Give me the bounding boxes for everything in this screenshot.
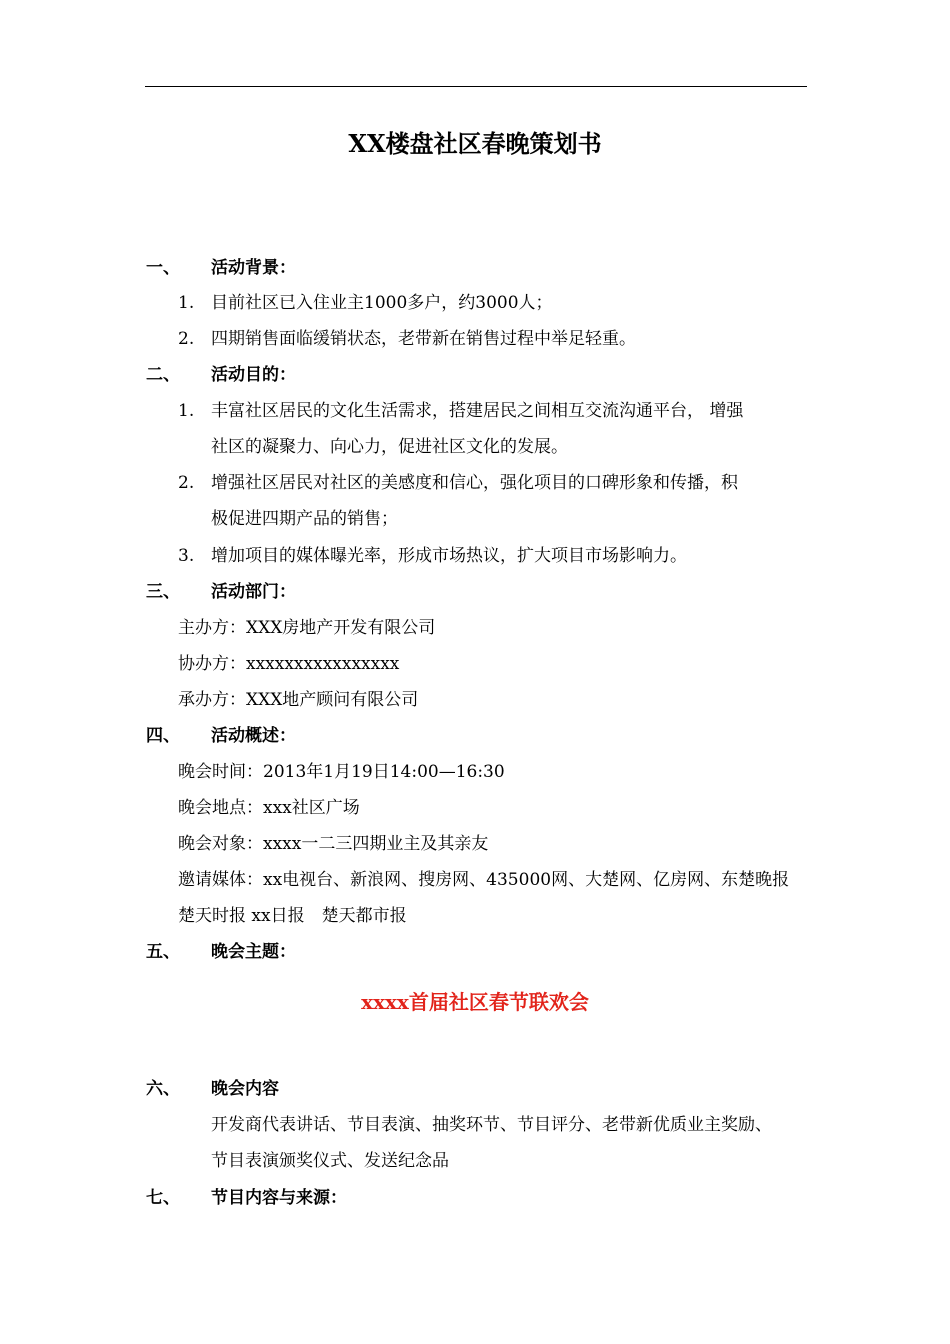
section-5-number: 五、 bbox=[146, 942, 180, 962]
purpose-item-2-line-1: 增强社区居民对社区的美感度和信心，强化项目的口碑形象和传播，积 bbox=[211, 473, 738, 493]
department-host: 主办方：XXX房地产开发有限公司 bbox=[178, 618, 436, 638]
section-4-title: 活动概述： bbox=[211, 726, 296, 746]
section-3-title: 活动部门： bbox=[211, 582, 296, 602]
content-line-1: 开发商代表讲话、节目表演、抽奖环节、节目评分、老带新优质业主奖励、 bbox=[211, 1115, 772, 1135]
purpose-item-3-number: 3. bbox=[178, 546, 195, 566]
overview-location: 晚会地点：xxx社区广场 bbox=[178, 798, 360, 818]
background-item-2-number: 2. bbox=[178, 329, 195, 349]
background-item-1-number: 1. bbox=[178, 293, 195, 313]
department-co-host: 协办方：xxxxxxxxxxxxxxxx bbox=[178, 654, 400, 674]
section-5-title: 晚会主题： bbox=[211, 942, 296, 962]
overview-media: 邀请媒体：xx电视台、新浪网、搜房网、435000网、大楚网、亿房网、东楚晚报 bbox=[178, 870, 790, 890]
section-3-number: 三、 bbox=[146, 582, 180, 602]
section-2-number: 二、 bbox=[146, 365, 180, 385]
purpose-item-1-number: 1. bbox=[178, 401, 195, 421]
document-title: XX楼盘社区春晚策划书 bbox=[348, 129, 602, 158]
purpose-item-1-line-2: 社区的凝聚力、向心力，促进社区文化的发展。 bbox=[211, 437, 568, 457]
section-6-number: 六、 bbox=[146, 1079, 180, 1099]
background-item-1-text: 目前社区已入住业主1000多户，约3000人； bbox=[211, 293, 553, 313]
section-1-title: 活动背景： bbox=[211, 258, 296, 278]
section-7-number: 七、 bbox=[146, 1188, 180, 1208]
section-6-title: 晚会内容 bbox=[211, 1079, 279, 1099]
purpose-item-1-line-1: 丰富社区居民的文化生活需求，搭建居民之间相互交流沟通平台， 增强 bbox=[211, 401, 744, 421]
overview-time: 晚会时间：2013年1月19日14:00—16:30 bbox=[178, 762, 505, 782]
section-2-title: 活动目的： bbox=[211, 365, 296, 385]
purpose-item-3-line-1: 增加项目的媒体曝光率，形成市场热议，扩大项目市场影响力。 bbox=[211, 546, 687, 566]
header-rule bbox=[145, 86, 807, 87]
overview-audience: 晚会对象：xxxx一二三四期业主及其亲友 bbox=[178, 834, 489, 854]
section-7-title: 节目内容与来源： bbox=[211, 1188, 347, 1208]
purpose-item-2-line-2: 极促进四期产品的销售； bbox=[211, 509, 398, 529]
gala-theme: xxxx首届社区春节联欢会 bbox=[361, 990, 589, 1014]
content-line-2: 节目表演颁奖仪式、发送纪念品 bbox=[211, 1151, 449, 1171]
section-4-number: 四、 bbox=[146, 726, 180, 746]
department-organizer: 承办方：XXX地产顾问有限公司 bbox=[178, 690, 419, 710]
section-1-number: 一、 bbox=[146, 258, 180, 278]
background-item-2-text: 四期销售面临缓销状态，老带新在销售过程中举足轻重。 bbox=[211, 329, 636, 349]
overview-media-cont: 楚天时报 xx日报 楚天都市报 bbox=[178, 906, 407, 926]
purpose-item-2-number: 2. bbox=[178, 473, 195, 493]
